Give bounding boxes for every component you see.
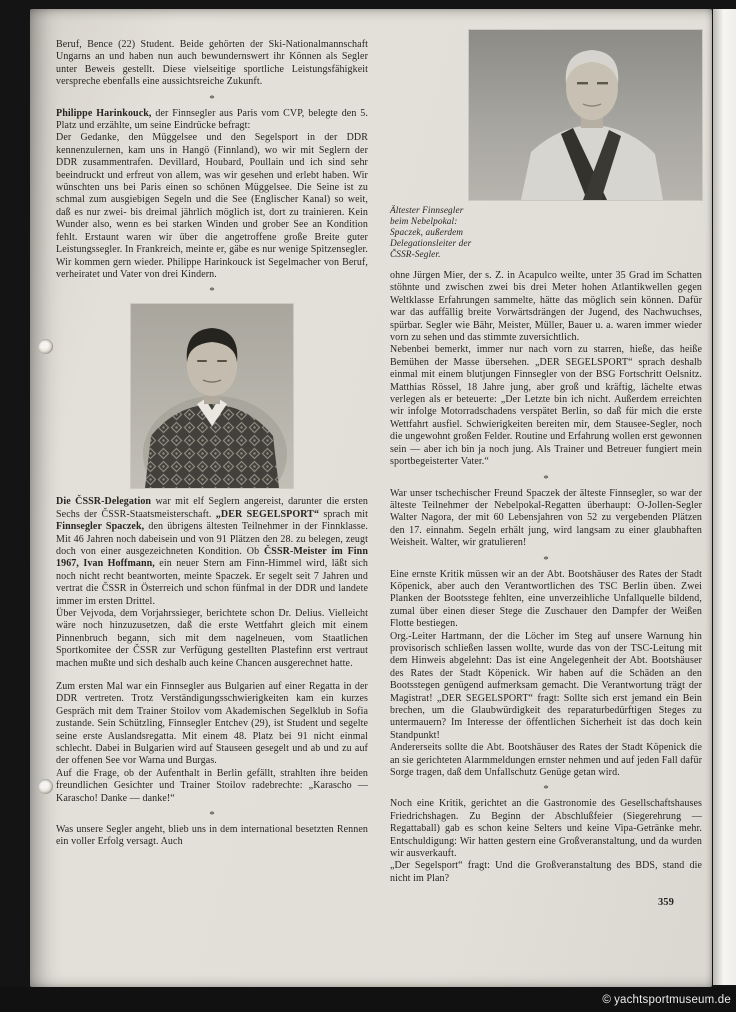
magazine-page [30,9,712,987]
left-text-column [56,39,368,849]
paragraph: Philippe Harinkouck, der Finnsegler aus Paris vom CVP, belegte den 5. Platz und erzählte, um seine Eindrücke befragt: [56,107,368,132]
photo-man-in-patterned-cardigan [131,304,293,488]
section-separator-star: * [209,92,215,105]
paragraph: Nebenbei bemerkt, immer nur nach vorn zu starren, hieße, das heiße Bemühen der Masse übersehen. „DER SEGELSPORT“ sprach deshalb einmal mit einem blutjungen Finnsegler von der BSG Fortschritt Oelsnitz. Matthias Rössel, 18 Jahre jung, aber groß und kräftig, lächelte etwas verlegen als er beteuerte: „Der Letzte bin ich nicht. Außerdem erreichten wir infolge Motorradschadens verspätet Berlin, so daß für mich die erste Wettfahrt ausfiel. Schwierigkeiten bereiten mir, dem Stausee-Segler, noch die ungewohnt großen Felder. Routine und Erfahrung wollen erst gewonnen sein — aber ich bin ja noch jung. Als Trainer und Betreuer fungiert mein sportbegeisterter Vater.“ [390,344,702,468]
watermark-text: yachtsportmuseum.de [614,993,731,1006]
right-column-text [390,270,702,885]
copyright-icon: © [602,993,612,1006]
portrait-photo-illustration [469,30,702,200]
portrait-photo-illustration [131,304,293,488]
paragraph: Eine ernste Kritik müssen wir an der Abt. Bootshäuser des Rates der Stadt Köpenick, aber auch den Verantwortlichen des TSC Berlin üben. Zwei Planken der Bootsstege fehlten, eine unverzeihliche Unfallquelle bildend, zumal über einen dieser Stege die Zuschauer den Dampfer der Weißen Flotte bestiegen. [390,568,702,630]
section-separator-star: * [543,783,549,796]
section-separator-star: * [209,809,215,822]
scan-bottom-band [0,987,736,1012]
section-separator-star: * [543,472,549,485]
paragraph: Beruf, Bence (22) Student. Beide gehörten der Ski-Nationalmannschaft Ungarns an und haben nun auch bewundernswert ihr Können als Segler unter Beweis gestellt. Diese vielseitige sportliche Leistungsfähigkeit verspreche ebenfalls eine aussichtsreiche Zukunft. [56,39,368,88]
adjacent-page-edge [713,9,736,985]
left-column-lower-text [56,496,368,849]
paragraph: Andererseits sollte die Abt. Bootshäuser des Rates der Stadt Köpenick die an sie gerichteten Alarmmeldungen ernster nehmen und auf jeden Fall dafür Sorge tragen, daß dem Unfallschutz Genüge getan wird. [390,742,702,779]
paragraph: War unser tschechischer Freund Spaczek der älteste Finnsegler, so war der älteste Teilnehmer der Nebelpokal-Regatten überhaupt: O-Jollen-Segler Walter Nagora, der mit 60 Lebensjahren von 52 zu vergebenden Plätzen den 17. einnahm. Segeln erhält jung, wird langsam zu einer glaubhaften Weisheit. Walter, wir gratulieren! [390,487,702,549]
punch-hole [38,339,53,354]
right-text-column [390,30,702,910]
paragraph: Über Vejvoda, dem Vorjahrssieger, berichtete schon Dr. Delius. Vielleicht wäre noch hinzuzusetzen, daß die erste Wettfahrt gleich mit einem Pinnenbruch begann, sich mit dem nagelneuen, vom Staatlichen Sportkomitee der ČSSR zur Verfügung gestellten Plastefinn erst vertraut machen mußte und sich deshalb auch keine Chancen ausgerechnet hatte. [56,607,368,669]
watermark [602,994,731,1006]
paragraph: Der Gedanke, den Müggelsee und den Segelsport in der DDR kennenzulernen, kam uns in Hangö (Finnland), wo wir mit Seglern der DDR zusammentrafen. Devillard, Houbard, Poullain und ich sind sehr beeindruckt und erfreut von allem, was wir gesehen und erlebt haben. Wir wünschten uns bei Paris einen so schönen Müggelsee. Die Seine ist zu schmal zum ausgiebigen Segeln und die See (Englischer Kanal) so weit, daß es nur zwei- bis dreimal jährlich möglich ist, dort zu trainieren. Kein Wunder also, wenn es bei starken Winden und grober See an Kondition fehlt. Erstaunt waren wir über die angetroffene große Breite guter Leistungssegler. In Frankreich, meinte er, gäbe es nur wenige Spitzensegler. Wir kommen gern wieder. Philippe Harinkouck ist Segelmacher von Beruf, verheiratet und Vater von drei Kindern. [56,132,368,280]
paragraph: Noch eine Kritik, gerichtet an die Gastronomie des Gesellschaftshauses Friedrichshagen. Zu Beginn der Abschlußfeier (Siegerehrung — Regattaball) gab es schon keine Selters und keine Vipa-Getränke mehr. Entschuldigung: Wir hatten gestern eine Großveranstaltung, und da wurden wir ausverkauft. [390,798,702,860]
paragraph: Zum ersten Mal war ein Finnsegler aus Bulgarien auf einer Regatta in der DDR vertreten. Trotz Verständigungsschwierigkeiten kam ein kurzes Gespräch mit dem Trainer Stoilov vom Akademischen Segelklub in Sofia zustande. Sein Schützling, Finnsegler Entchev (29), ist Student und segelte seine erste Auslandsregatta. Mit einem 48. Platz bei 91 nicht einmal schlecht. Dabei in Bulgarien wird auf Stauseen gesegelt und ab und zu auf der offenen See vor Warna und Burgas. [56,681,368,767]
page-number: 359 [657,897,674,909]
paragraph: Org.-Leiter Hartmann, der die Löcher im Steg auf unsere Warnung hin provisorisch schließen lassen wollte, wurde das von der TSC-Leitung mit dem Hinweis abgelehnt: Das ist eine Angelegenheit der Abt. Bootshäuser des Rates der Stadt Köpenick. Wir haben auf die Schäden an den Bootsstegen genügend aufmerksam gemacht. Die Verantwortung trägt der Magistrat! „DER SEGELSPORT“ fragt: Sollte sich erst jemand ein Bein brechen, um die Glaubwürdigkeit des reparaturbedürftigen Steges zu untermauern? Im Interesse der öffentlichen Sicherheit ist das doch kein Standpunkt! [390,630,702,741]
photo-caption: Ältester Finnsegler beim Nebelpokal: Spaczek, außerdem Delegationsleiter der ČSSR-Segler. [390,206,472,260]
paragraph: „Der Segelsport“ fragt: Und die Großveranstaltung des BDS, stand die nicht im Plan? [390,860,702,884]
section-separator-star: * [543,553,549,566]
punch-hole [38,779,53,794]
paragraph: Was unsere Segler angeht, blieb uns in dem international besetzten Rennen ein voller Erfolg versagt. Auch [56,824,368,848]
paragraph: Auf die Frage, ob der Aufenthalt in Berlin gefällt, strahlten ihre beiden freundlichen Gesichter und Trainer Stoilov radebrechte: „Karascho — Karascho! Danke — danke!“ [56,767,368,804]
paragraph: Die ČSSR-Delegation war mit elf Seglern angereist, darunter die ersten Sechs der ČSSR-Staatsmeisterschaft. „DER SEGELSPORT“ sprach mit Finnsegler Spaczek, den übrigens ältesten Teilnehmer in der Finnklasse. Mit 46 Jahren noch dabeisein und von 91 Plätzen den 28. zu belegen, zeugt doch von einer ausgezeichneten Kondition. Ob ČSSR-Meister im Finn 1967, Ivan Hoffmann, ein neuer Stern am Finn-Himmel wird, läßt sich noch nicht recht beantworten, meinte Spaczek. Er segelt seit 7 Jahren und vertrat die ČSSR in Österreich und schon fünfmal in der DDR und landete immer im ersten Drittel. [56,496,368,607]
section-separator-star: * [209,285,215,298]
left-column-upper-text [56,39,368,296]
paragraph: ohne Jürgen Mier, der s. Z. in Acapulco weilte, unter 35 Grad im Schatten stöhnte und zwischen zwei bis drei Meter hohen Atlantikwellen gegen Weltklasse Erfahrungen sammelte, hätte das möglich sein können. Dafür war das auffällig breite Vorwärtsdrängen der Jugend, des Nachwuchses, spürbar. Segler wie Bähr, Meister, Müller, Bauer u. a. waren immer wieder vorn zu sehen und das stimmte zuversichtlich. [390,270,702,344]
photo-spaczek-portrait [469,30,702,200]
